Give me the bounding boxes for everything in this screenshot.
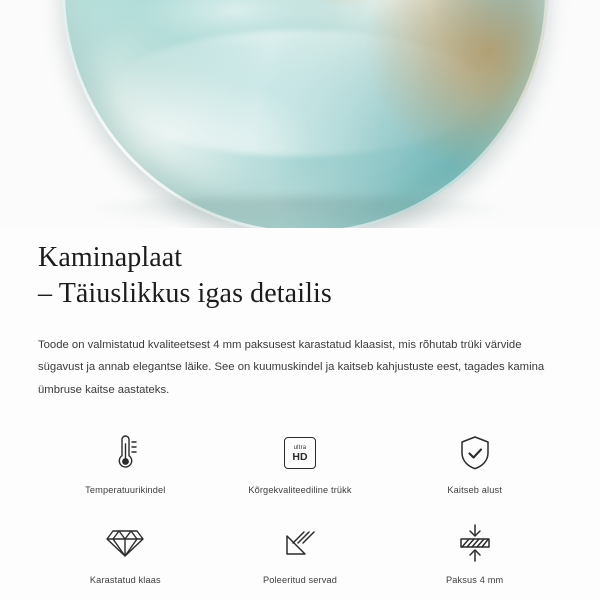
ultra-hd-bottom-text: HD (292, 450, 308, 463)
description-paragraph: Toode on valmistatud kvaliteetsest 4 mm paksusest karastatud klaasist, mis rõhutab trüki värvide sügavust ja annab elegantse läike. See on kuumuskindel ja kaitseb kahjustuste eest, tagades kamina ümbruse kaitse aastateks. (38, 338, 545, 396)
feature-item-surface-protection (387, 431, 562, 495)
page-title (38, 240, 562, 312)
content-area (0, 240, 600, 585)
title-line-2: – Täiuslikkus igas detailis (38, 277, 332, 309)
feature-item-print-quality (213, 431, 388, 495)
plate-gloss-highlight (111, 30, 490, 156)
diamond-icon (105, 521, 145, 565)
thickness-arrows-icon (456, 521, 494, 565)
feature-label: Karastatud klaas (89, 575, 161, 586)
feature-grid (38, 431, 562, 585)
feature-label: Paksus 4 mm (446, 575, 504, 586)
thermometer-icon (108, 431, 142, 475)
plate-drop-shadow (72, 196, 524, 228)
feature-item-thickness (387, 521, 562, 585)
ultra-hd-top-text: ultra (293, 444, 307, 451)
feature-label: Kõrgekvaliteediline trükk (248, 485, 352, 496)
feature-item-polished-edges (213, 521, 388, 585)
title-line-1: Kaminaplaat (38, 242, 183, 273)
feature-label: Temperatuurikindel (85, 485, 166, 496)
shield-check-icon (457, 431, 493, 475)
product-plate-image (62, 0, 548, 228)
ultra-hd-icon (284, 431, 316, 475)
hero-image (0, 0, 600, 228)
feature-item-temperature (38, 431, 213, 495)
feature-label: Kaitseb alust (447, 485, 502, 496)
polished-edges-icon (283, 521, 317, 565)
feature-label: Poleeritud servad (262, 575, 338, 586)
feature-item-tempered-glass (38, 521, 213, 585)
